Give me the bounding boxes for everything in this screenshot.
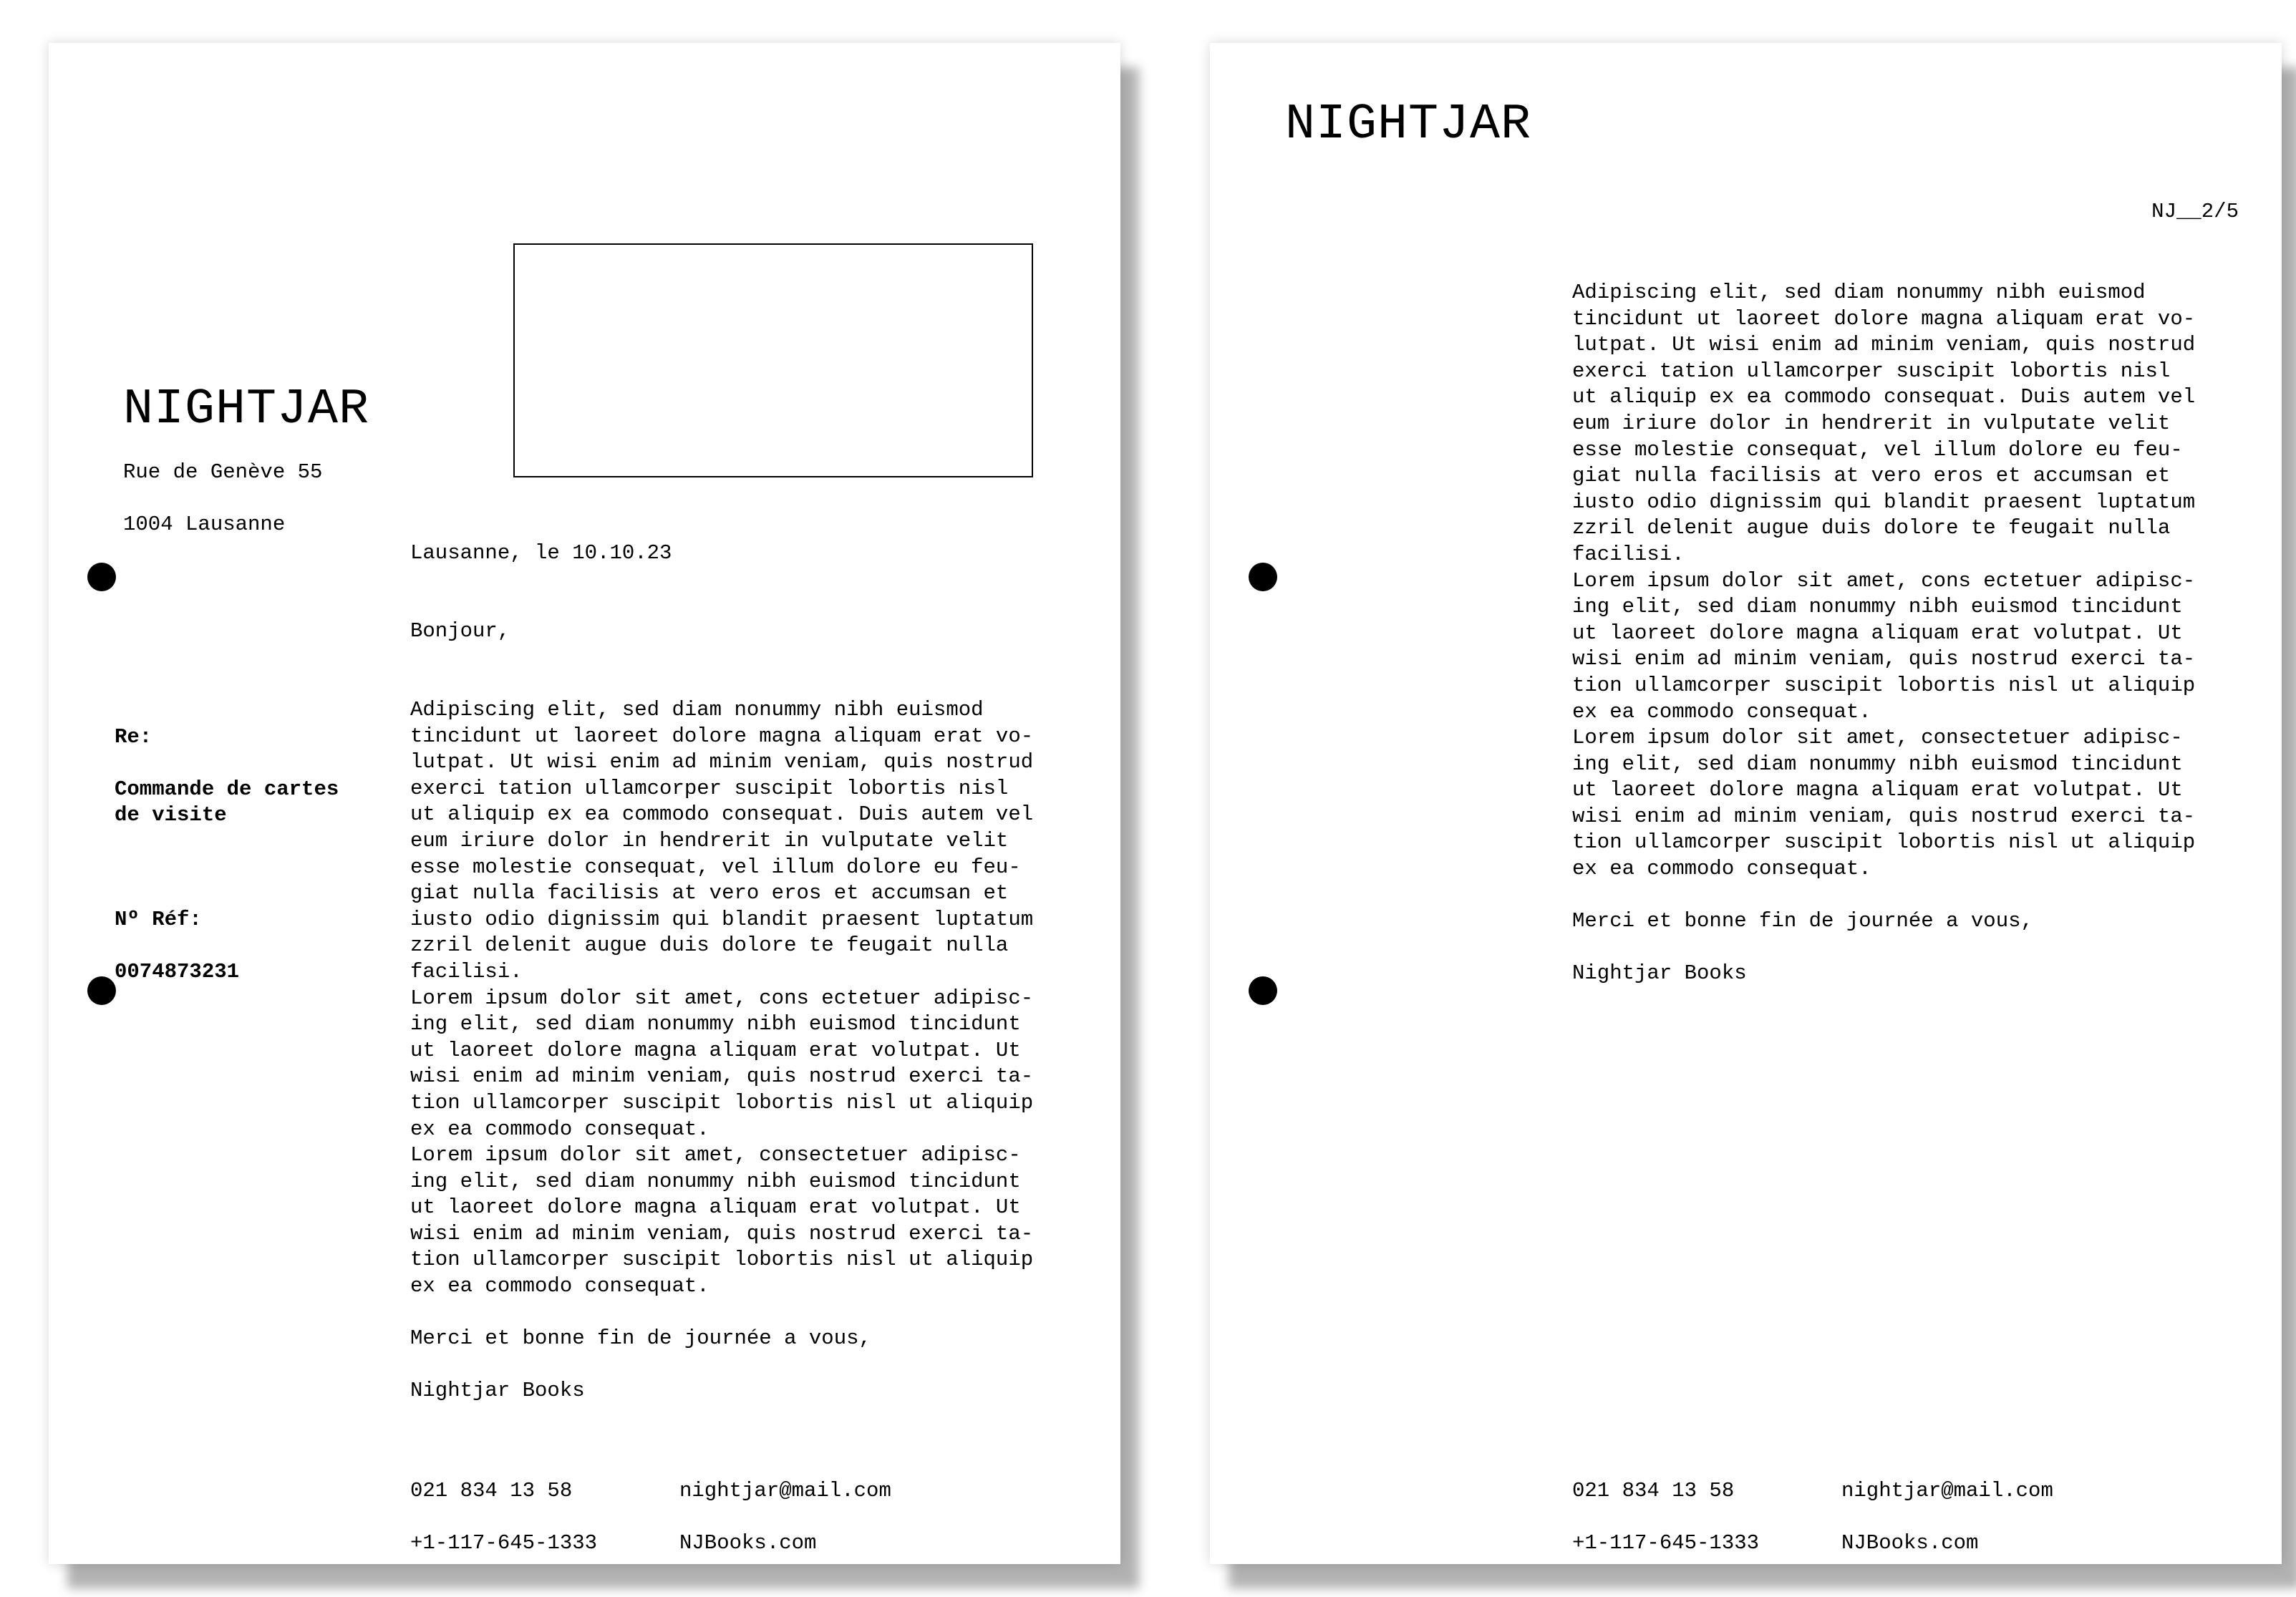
letter-body (410, 697, 1105, 1404)
punch-hole-top (1249, 563, 1277, 591)
footer-phones (410, 1452, 597, 1583)
footer-web (679, 1452, 891, 1583)
body-paragraph: Adipiscing elit, sed diam nonummy nibh euismod tincidunt ut laoreet dolore magna aliquam erat vo- lutpat. Ut wisi enim ad minim veniam, quis nostrud exerci tation ullamcorper suscipit lobortis nisl ut aliquip ex ea commodo consequat. Duis autem vel eum iriure dolor in hendrerit in vulputate velit esse molestie consequat, vel illum dolore eu feu- giat nulla facilisis at vero eros et accumsan et iusto odio dignissim qui blandit praesent luptatum zzril delenit augue duis dolore te feugait nulla facilisi. (410, 698, 1034, 984)
re-label: Re: (115, 724, 152, 749)
place-date: Lausanne, le 10.10.23 (410, 541, 672, 565)
body-paragraph: Lorem ipsum dolor sit amet, consectetuer adipisc- ing elit, sed diam nonummy nibh euismod tincidunt ut laoreet dolore magna aliquam erat volutpat. Ut wisi enim ad minim veniam, quis nostrud exerci ta- tion ullamcorper suscipit lobortis nisl ut aliquip ex ea commodo consequat. (410, 1143, 1034, 1299)
signature: Nightjar Books (1572, 961, 1747, 986)
footer-web (1841, 1452, 2053, 1583)
page-reference: NJ__2/5 (2151, 200, 2239, 223)
footer-phone-2: +1-117-645-1333 (410, 1530, 598, 1555)
sender-address (123, 433, 322, 564)
footer-phone-2: +1-117-645-1333 (1572, 1530, 1760, 1555)
footer-email[interactable]: nightjar@mail.com (679, 1478, 891, 1503)
greeting: Bonjour, (410, 619, 510, 643)
ref-number: 0074873231 (115, 960, 240, 984)
punch-hole-top (87, 563, 116, 591)
letter-page-2 (1210, 43, 2282, 1564)
address-window (513, 243, 1033, 477)
footer-phone-1: 021 834 13 58 (410, 1478, 573, 1503)
address-line-1: Rue de Genève 55 (123, 460, 323, 484)
footer-website[interactable]: NJBooks.com (679, 1530, 817, 1555)
footer-phone-1: 021 834 13 58 (1572, 1478, 1735, 1503)
footer-email[interactable]: nightjar@mail.com (1841, 1478, 2053, 1503)
brand-logo: NIGHTJAR (123, 382, 370, 438)
punch-hole-bottom (87, 976, 116, 1005)
signature: Nightjar Books (410, 1379, 585, 1403)
closing-line: Merci et bonne fin de journée a vous, (1572, 909, 2033, 933)
footer-website[interactable]: NJBooks.com (1841, 1530, 1979, 1555)
body-paragraph: Adipiscing elit, sed diam nonummy nibh euismod tincidunt ut laoreet dolore magna aliquam erat vo- lutpat. Ut wisi enim ad minim veniam, quis nostrud exerci tation ullamcorper suscipit lobortis nisl ut aliquip ex ea commodo consequat. Duis autem vel eum iriure dolor in hendrerit in vulputate velit esse molestie consequat, vel illum dolore eu feu- giat nulla facilisis at vero eros et accumsan et iusto odio dignissim qui blandit praesent luptatum zzril delenit augue duis dolore te feugait nulla facilisi. (1572, 281, 2196, 566)
brand-logo: NIGHTJAR (1285, 97, 1532, 153)
letter-body (1572, 280, 2267, 987)
footer-phones (1572, 1452, 1759, 1583)
address-line-2: 1004 Lausanne (123, 512, 286, 536)
body-paragraph: Lorem ipsum dolor sit amet, consectetuer adipisc- ing elit, sed diam nonummy nibh euismod tincidunt ut laoreet dolore magna aliquam erat volutpat. Ut wisi enim ad minim veniam, quis nostrud exerci ta- tion ullamcorper suscipit lobortis nisl ut aliquip ex ea commodo consequat. (1572, 726, 2196, 881)
punch-hole-bottom (1249, 976, 1277, 1005)
body-paragraph: Lorem ipsum dolor sit amet, cons ectetuer adipisc- ing elit, sed diam nonummy nibh euismod tincidunt ut laoreet dolore magna aliquam erat volutpat. Ut wisi enim ad minim veniam, quis nostrud exerci ta- tion ullamcorper suscipit lobortis nisl ut aliquip ex ea commodo consequat. (1572, 568, 2196, 724)
body-paragraph: Lorem ipsum dolor sit amet, cons ectetuer adipisc- ing elit, sed diam nonummy nibh euismod tincidunt ut laoreet dolore magna aliquam erat volutpat. Ut wisi enim ad minim veniam, quis nostrud exerci ta- tion ullamcorper suscipit lobortis nisl ut aliquip ex ea commodo consequat. (410, 986, 1034, 1141)
closing-line: Merci et bonne fin de journée a vous, (410, 1326, 871, 1351)
ref-label: Nº Réf: (115, 908, 202, 931)
reference-block (115, 698, 339, 1011)
letter-page-1 (49, 43, 1120, 1564)
re-subject: Commande de cartes de visite (115, 777, 339, 827)
